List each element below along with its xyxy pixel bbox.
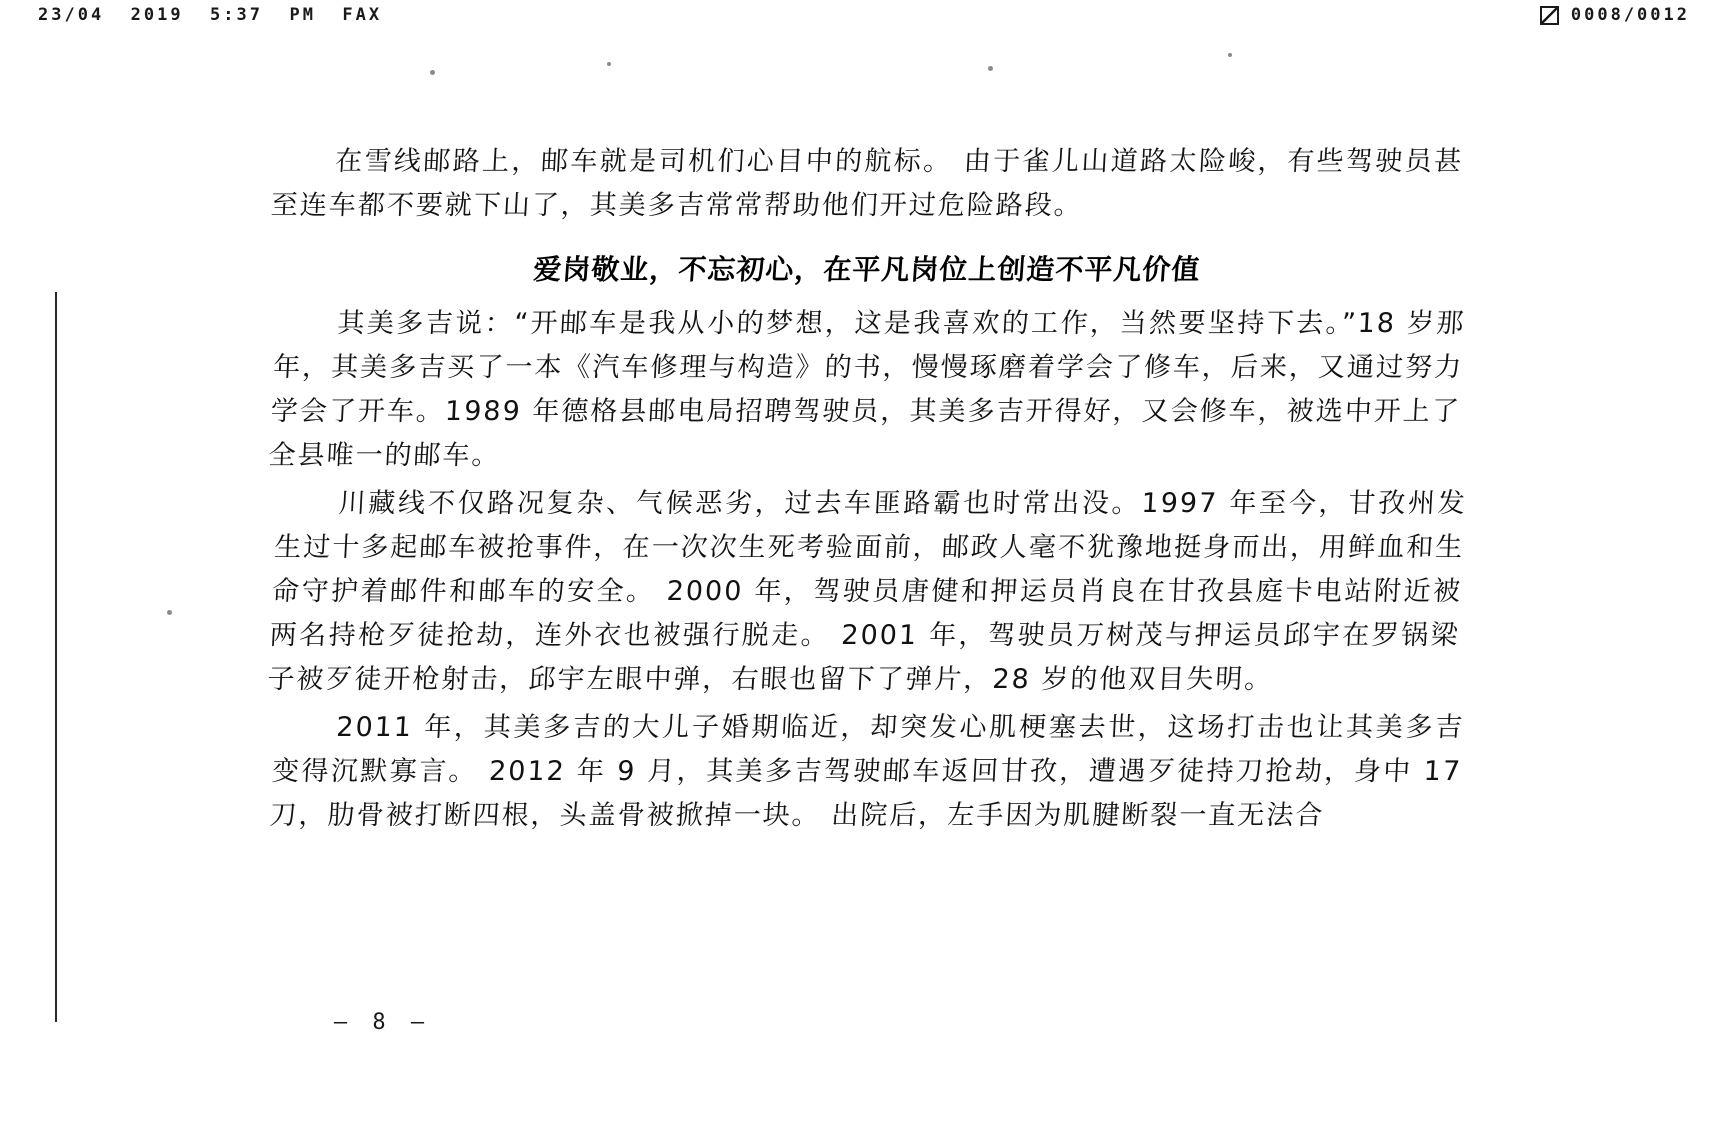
page-number: — 8 — (333, 1010, 431, 1035)
paragraph: 2011 年，其美多吉的大儿子婚期临近，却突发心肌梗塞去世，这场打击也让其美多吉变得沉默寡言。 2012 年 9 月，其美多吉驾驶邮车返回甘孜，遭遇歹徒持刀抢劫，身中 17 刀，肋骨被打断四根，头盖骨被掀掉一块。 出院后，左手因为肌腱断裂一直无法合 (268, 712, 1466, 831)
fax-timestamp: 23/04 2019 5:37 PM FAX (38, 5, 383, 25)
text-column (266, 140, 1468, 842)
paragraph: 川藏线不仅路况复杂、气候恶劣，过去车匪路霸也时常出没。1997 年至今，甘孜州发生过十多起邮车被抢事件，在一次次生死考验面前，邮政人毫不犹豫地挺身而出，用鲜血和生命守护着邮件和邮车的安全。 2000 年，驾驶员唐健和押运员肖良在甘孜县庭卡电站附近被两名持枪歹徒抢劫，连外衣也被强行脱走。 2001 年，驾驶员万树茂与押运员邱宇在罗锅梁子被歹徒开枪射击，邱宇左眼中弹，右眼也留下了弹片，28 岁的他双目失明。 (266, 488, 1468, 695)
section-heading: 爱岗敬业，不忘初心，在平凡岗位上创造不平凡价值 (532, 253, 1202, 286)
paragraph: 在雪线邮路上，邮车就是司机们心目中的航标。 由于雀儿山道路太险峻，有些驾驶员甚至连车都不要就下山了，其美多吉常常帮助他们开过危险路段。 (270, 146, 1464, 221)
fax-page-counter: 0008/0012 (1570, 5, 1690, 25)
paragraph: 其美多吉说：“开邮车是我从小的梦想，这是我喜欢的工作，当然要坚持下去。”18 岁那年，其美多吉买了一本《汽车修理与构造》的书，慢慢琢磨着学会了修车，后来，又通过努力学会了开车。1989 年德格县邮电局招聘驾驶员，其美多吉开得好，又会修车，被选中开上了全县唯一的邮车。 (267, 308, 1467, 471)
